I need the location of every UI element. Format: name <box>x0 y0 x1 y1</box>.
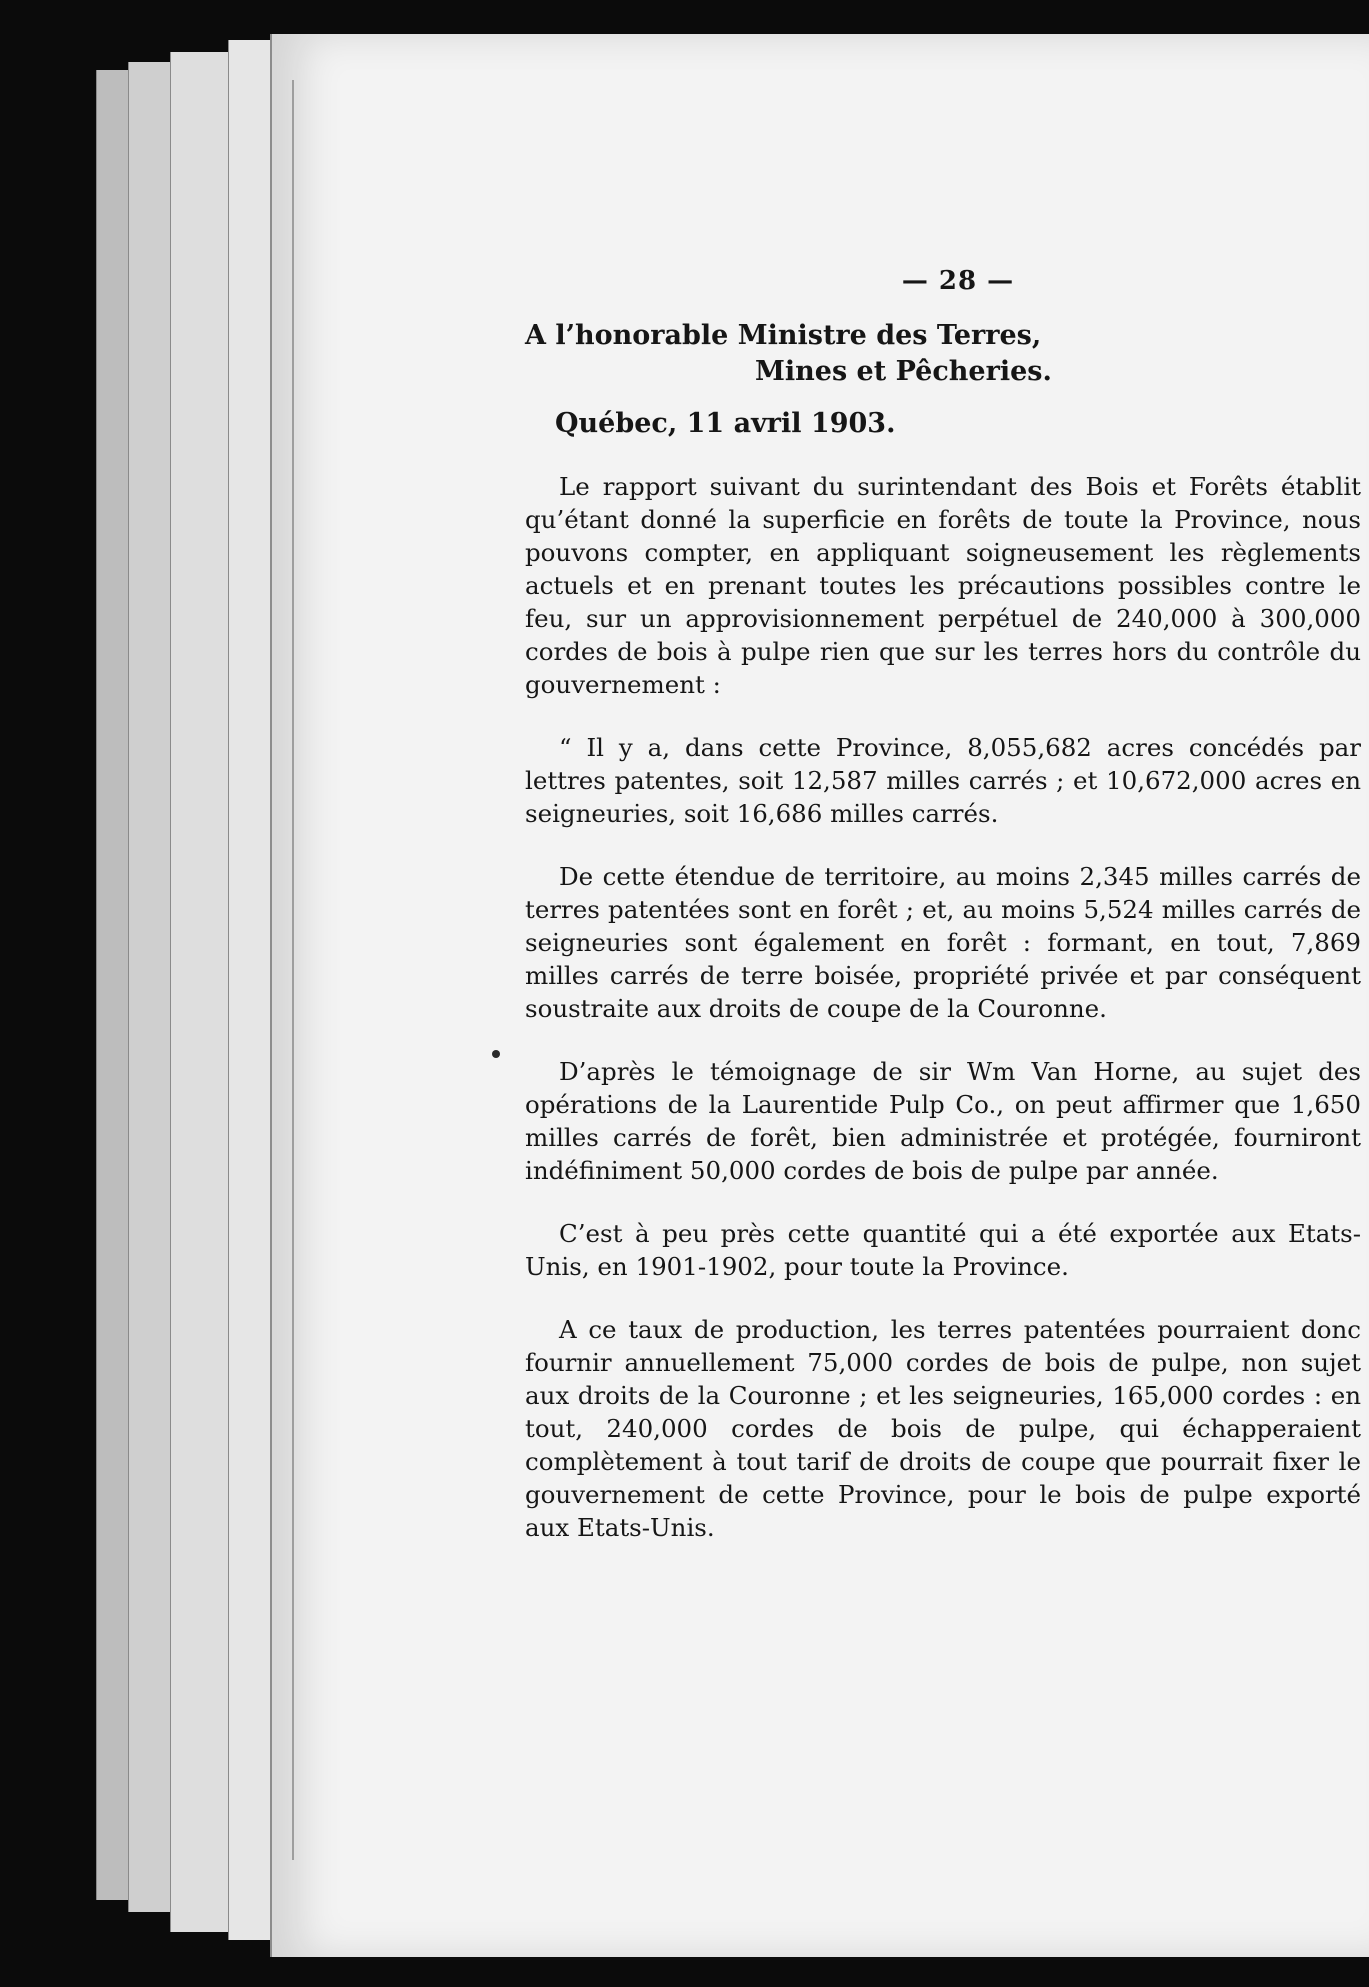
address-line-2: Mines et Pêcheries. <box>755 356 1052 387</box>
paragraph: C’est à peu près cette quantité qui a été exportée aux Etats-Unis, en 1901-1902, pour toute la Province. <box>525 1219 1361 1281</box>
address-line-1: A l’honorable Ministre des Terres, <box>525 320 1042 351</box>
paragraph: “ Il y a, dans cette Province, 8,055,682 acres concédés par lettres patentes, soit 12,587 milles carrés ; et 10,672,000 acres en seigneuries, soit 16,686 milles carrés. <box>525 733 1361 828</box>
page-number: — 28 — <box>901 266 1015 296</box>
paragraph: De cette étendue de territoire, au moins 2,345 milles carrés de terres patentées sont en forêt ; et, au moins 5,524 milles carrés de seigneuries sont également en forêt : formant, en tout, 7,869 milles carrés de terre boisée, propriété privée et par conséquent soustraite aux droits de coupe de la Couronne. <box>525 862 1361 1023</box>
place-date: Québec, 11 avril 1903. <box>555 408 896 439</box>
page-gutter-line <box>292 80 294 1860</box>
paragraph: D’après le témoignage de sir Wm Van Horne, au sujet des opérations de la Laurentide Pulp Co., on peut affirmer que 1,650 milles carrés de forêt, bien administrée et protégée, fourniront indéfiniment 50,000 cordes de bois de pulpe par année. <box>525 1057 1361 1185</box>
page-text <box>525 265 1361 1574</box>
paragraph: A ce taux de production, les terres patentées pourraient donc fournir annuellement 75,000 cordes de bois de pulpe, non sujet aux droits de la Couronne ; et les seigneuries, 165,000 cordes : en tout, 240,000 cordes de bois de pulpe, qui échapperaient complètement à tout tarif de droits de coupe que pourrait fixer le gouvernement de cette Province, pour le bois de pulpe exporté aux Etats-Unis. <box>525 1315 1361 1542</box>
paragraph: Le rapport suivant du surintendant des Bois et Forêts établit qu’étant donné la superficie en forêts de toute la Province, nous pouvons compter, en appliquant soigneusement les règlements actuels et en prenant toutes les précautions possibles contre le feu, sur un approvisionnement perpétuel de 240,000 à 300,000 cordes de bois à pulpe rien que sur les terres hors du contrôle du gouvernement : <box>525 472 1361 699</box>
ink-speck <box>492 1050 500 1058</box>
